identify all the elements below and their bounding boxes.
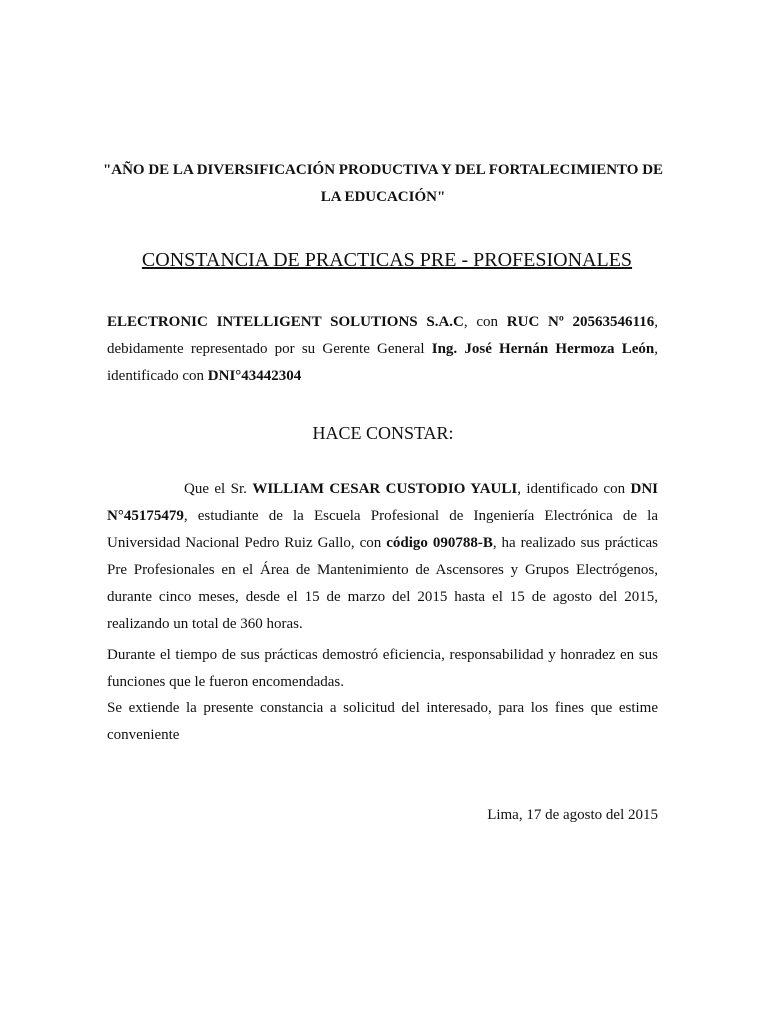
certification-paragraph	[107, 476, 658, 638]
student-name: WILLIAM CESAR CUSTODIO YAULI	[252, 481, 518, 497]
company-name: ELECTRONIC INTELLIGENT SOLUTIONS S.A.C	[107, 314, 464, 330]
purpose-paragraph: Se extiende la presente constancia a solicitud del interesado, para los fines que estime conveniente	[107, 700, 658, 743]
intro-paragraph	[107, 309, 658, 390]
declaration-heading: HACE CONSTAR:	[312, 423, 454, 443]
performance-paragraph: Durante el tiempo de sus prácticas demostró eficiencia, responsabilidad y honradez en sus funciones que le fueron encomendadas.	[107, 647, 658, 690]
para1-text-1: Que el Sr.	[184, 481, 253, 497]
manager-name: Ing. José Hernán Hermoza León	[431, 341, 655, 357]
issue-date: Lima, 17 de agosto del 2015	[487, 807, 658, 823]
para1-text-2: , identificado con	[517, 481, 631, 497]
student-code: código 090788-B	[386, 535, 493, 551]
para1-text-3: , estudiante de la Escuela Profesional de Ingeniería Electrónica de la Universidad Nacional Pedro Ruiz Gallo, con	[107, 508, 658, 551]
year-motto: "AÑO DE LA DIVERSIFICACIÓN PRODUCTIVA Y DEL FORTALECIMIENTO DE LA EDUCACIÓN"	[102, 162, 664, 205]
intro-text-2: , debidamente representado por su Gerente General	[107, 314, 658, 357]
para1-text-4: , ha realizado sus prácticas Pre Profesionales en el Área de Mantenimiento de Ascensores y Grupos Electrógenos, durante cinco meses, desde el 15 de marzo del 2015 hasta el 15 de agosto del 2015, realizando un total de 360 horas.	[107, 535, 659, 632]
intro-text-3: , identificado con	[107, 341, 659, 384]
intro-text-1: , con	[463, 314, 507, 330]
student-dni: DNI N°45175479	[107, 481, 659, 524]
manager-dni: DNI°43442304	[207, 368, 302, 384]
company-ruc: RUC Nº 20563546116	[506, 314, 655, 330]
document-title: CONSTANCIA DE PRACTICAS PRE - PROFESIONALES	[141, 249, 633, 271]
